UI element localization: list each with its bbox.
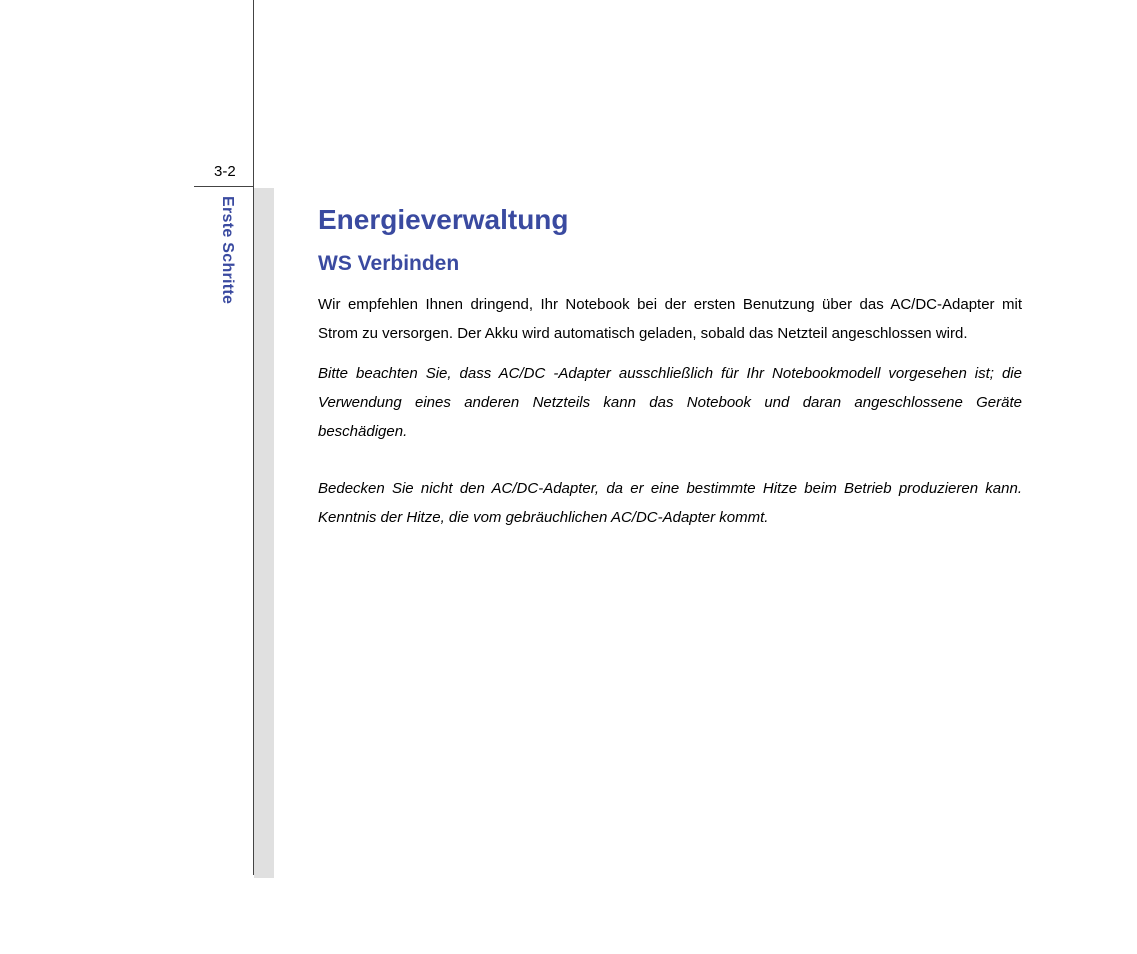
- body-paragraph: Wir empfehlen Ihnen dringend, Ihr Notebook bei der ersten Benutzung über das AC/DC-Adapter mit Strom zu versorgen. Der Akku wird automatisch geladen, sobald das Netzteil angeschlossen wird.: [318, 296, 1022, 342]
- page-number: 3-2: [214, 163, 236, 180]
- page-title: Energieverwaltung: [318, 204, 569, 235]
- sidebar-bar: [254, 188, 274, 878]
- page-number-rule: [194, 186, 254, 187]
- chapter-label: Erste Schritte: [219, 196, 236, 305]
- note-paragraph-adapter-warning: Bitte beachten Sie, dass AC/DC -Adapter ausschließlich für Ihr Notebookmodell vorgesehen ist; die Verwendung eines anderen Netzteils kann das Notebook und daran angeschlossene Geräte beschädigen.: [318, 365, 1022, 440]
- section-heading: WS Verbinden: [318, 252, 460, 275]
- note-paragraph-heat-warning: Bedecken Sie nicht den AC/DC-Adapter, da er eine bestimmte Hitze beim Betrieb produzieren kann. Kenntnis der Hitze, die vom gebräuchlichen AC/DC-Adapter kommt.: [318, 480, 1022, 526]
- page-content: [318, 200, 1022, 532]
